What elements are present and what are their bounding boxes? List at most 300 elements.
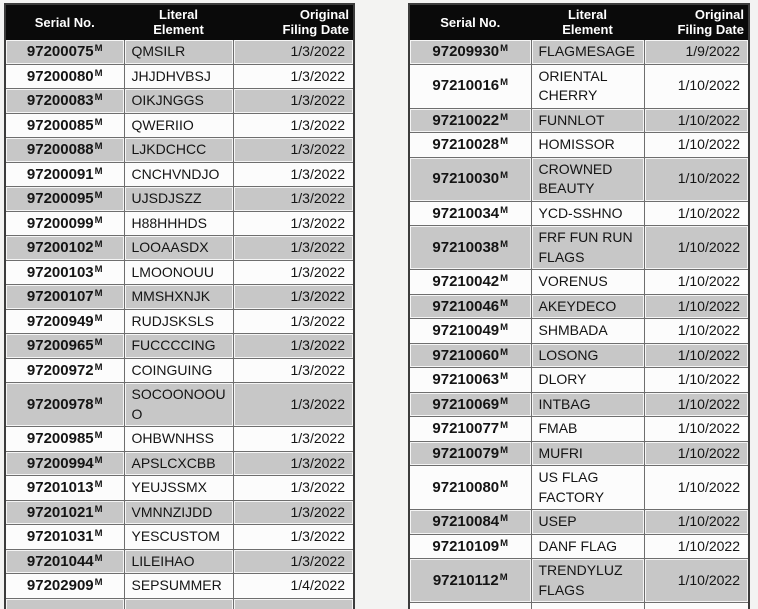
serial-cell: [409, 133, 531, 158]
literal-element-cell: [531, 417, 644, 442]
filing-date-cell: [233, 334, 354, 359]
serial-cell: [409, 392, 531, 417]
serial-superscript-m: M: [500, 43, 509, 54]
table-row: [409, 108, 749, 133]
filing-date-text: 1/3/2022: [290, 479, 345, 495]
literal-element-cell: [531, 133, 644, 158]
table-row: [409, 64, 749, 108]
table-row: [409, 392, 749, 417]
table-row: [5, 525, 354, 550]
literal-element-cell: [124, 358, 233, 383]
serial-number: 97210112: [432, 571, 499, 589]
literal-element-text: INTBAG: [538, 395, 591, 412]
table-row: [5, 383, 354, 427]
serial-number: 97209930: [432, 43, 500, 60]
serial-cell: [5, 260, 124, 285]
serial-number: 97210080: [432, 478, 500, 496]
literal-element-cell: [124, 598, 233, 609]
literal-element-text: COINGUING: [131, 361, 213, 378]
filing-date-cell: [233, 309, 354, 334]
filing-date-text: 1/3/2022: [290, 337, 345, 353]
literal-element-cell: [531, 392, 644, 417]
table-row: [5, 113, 354, 138]
serial-cell: [5, 89, 124, 114]
literal-element-text: OHBWNHSS: [131, 430, 214, 446]
serial-cell: [409, 343, 531, 368]
serial-cell: [409, 64, 531, 108]
literal-element-text: USEP: [538, 513, 577, 529]
filing-date-text: 1/3/2022: [290, 214, 345, 231]
filing-date-text: 1/3/2022: [290, 552, 345, 569]
filing-date-cell: [233, 451, 354, 476]
serial-superscript-m: M: [500, 238, 509, 250]
serial-superscript-m: M: [500, 297, 509, 309]
table-row: [5, 549, 354, 574]
table-row: [5, 427, 354, 452]
filing-date-text: 1/10/2022: [677, 322, 740, 338]
table-row: [409, 133, 749, 158]
literal-element-cell: [124, 427, 233, 452]
filing-date-text: 1/10/2022: [677, 170, 740, 187]
literal-element-cell: [124, 260, 233, 285]
table-row: [5, 89, 354, 114]
literal-element-text: US FLAG FACTORY: [538, 469, 605, 505]
filing-date-text: 1/3/2022: [290, 263, 345, 280]
serial-cell: [5, 138, 124, 163]
serial-number: 97210016: [432, 77, 500, 95]
serial-number: 97210046: [432, 297, 500, 315]
serial-number: 97200083: [26, 92, 94, 109]
serial-cell: [409, 417, 531, 442]
filing-date-text: 1/3/2022: [290, 190, 345, 206]
serial-superscript-m: M: [94, 577, 103, 588]
literal-element-cell: [124, 574, 233, 599]
table-header-right: [409, 4, 749, 40]
literal-element-cell: [531, 466, 644, 510]
literal-element-text: YEUJSSMX: [131, 479, 207, 495]
serial-cell: [5, 285, 124, 310]
filing-date-text: 1/3/2022: [290, 92, 345, 108]
table-row: [5, 64, 354, 89]
table-row: [5, 40, 354, 65]
serial-superscript-m: M: [94, 479, 103, 490]
literal-element-cell: [531, 226, 644, 270]
filing-date-cell: [233, 427, 354, 452]
header-row: [5, 4, 354, 40]
literal-element-cell: [124, 211, 233, 236]
table-row: [5, 334, 354, 359]
literal-element-cell: [124, 549, 233, 574]
literal-element-cell: [124, 138, 233, 163]
serial-number: 97200099: [26, 214, 94, 232]
column-header-literal-element: [531, 4, 644, 40]
filing-date-text: 1/10/2022: [677, 395, 740, 412]
literal-element-text: CNCHVNDJO: [131, 165, 220, 182]
filing-date-text: 1/10/2022: [677, 537, 740, 554]
serial-superscript-m: M: [94, 239, 103, 250]
serial-number: 97200085: [26, 116, 94, 134]
literal-element-text: QMSILR: [131, 43, 186, 59]
serial-superscript-m: M: [94, 43, 103, 54]
table-row: [409, 226, 749, 270]
literal-element-text: OIKJNGGS: [131, 92, 204, 108]
literal-element-cell: [531, 270, 644, 295]
literal-element-text: HOMISSOR: [538, 136, 615, 152]
serial-superscript-m: M: [500, 513, 509, 524]
filing-date-text: 1/3/2022: [290, 361, 345, 378]
serial-cell: [409, 368, 531, 393]
filing-date-cell: [644, 40, 749, 65]
serial-number: 97200103: [26, 263, 94, 281]
filing-date-cell: [233, 549, 354, 574]
table-body-right: [409, 40, 749, 609]
serial-number: 97210049: [432, 322, 500, 339]
literal-element-cell: [531, 368, 644, 393]
serial-number: 97210069: [432, 395, 500, 413]
serial-cell: [5, 427, 124, 452]
serial-cell: [5, 500, 124, 525]
serial-number: 97210042: [432, 273, 500, 290]
literal-element-text: YESCUSTOM: [131, 528, 220, 544]
filing-date-cell: [233, 113, 354, 138]
serial-superscript-m: M: [500, 322, 509, 333]
serial-cell: [5, 476, 124, 501]
serial-cell: [409, 534, 531, 559]
serial-superscript-m: M: [499, 571, 508, 583]
column-header-literal-element: [124, 4, 233, 40]
filing-date-text: 1/3/2022: [290, 454, 345, 471]
serial-number: 97210028: [432, 136, 500, 153]
filing-date-cell: [644, 441, 749, 466]
column-header-serial-no: [409, 4, 531, 40]
filing-date-text: 1/3/2022: [290, 141, 345, 157]
literal-element-cell: [124, 500, 233, 525]
literal-element-text: SHMBADA: [538, 322, 608, 338]
filing-date-cell: [233, 40, 354, 65]
literal-element-cell: [124, 162, 233, 187]
serial-cell: [5, 113, 124, 138]
table-row: [409, 441, 749, 466]
serial-number: 97200985: [26, 430, 94, 447]
literal-element-cell: [124, 113, 233, 138]
filing-date-text: 1/3/2022: [290, 43, 345, 59]
serial-superscript-m: M: [500, 77, 509, 89]
literal-element-cell: [124, 285, 233, 310]
table-row: [409, 294, 749, 319]
filing-date-cell: [644, 510, 749, 535]
serial-number: 97200949: [26, 312, 94, 330]
filing-date-cell: [233, 358, 354, 383]
literal-element-text: SOCOONOOU O: [131, 386, 226, 422]
literal-element-cell: [531, 559, 644, 603]
literal-element-text: FUCCCCING: [131, 337, 216, 353]
table-row: [5, 309, 354, 334]
literal-element-cell: [531, 40, 644, 65]
literal-element-cell: [124, 309, 233, 334]
serial-number: 97210077: [432, 420, 500, 437]
filing-date-text: 1/10/2022: [677, 111, 740, 128]
serial-number: 97210034: [432, 204, 500, 222]
filing-date-cell: [233, 138, 354, 163]
column-header-original-filing-date: [644, 4, 749, 40]
serial-superscript-m: M: [500, 136, 509, 147]
literal-element-text: LOOAASDX: [131, 239, 209, 255]
filing-date-cell: [644, 133, 749, 158]
serial-superscript-m: M: [94, 92, 103, 103]
serial-superscript-m: M: [94, 312, 103, 324]
serial-number: 97210109: [432, 537, 500, 555]
filing-date-cell: [644, 466, 749, 510]
table-row: [5, 500, 354, 525]
column-header-original-filing-date: [233, 4, 354, 40]
serial-number: 97200102: [26, 239, 94, 256]
serial-number: 97200088: [26, 141, 94, 158]
literal-element-text: QWERIIO: [131, 116, 194, 133]
serial-cell: [5, 549, 124, 574]
serial-number: 97200075: [26, 43, 94, 60]
filing-date-cell: [233, 64, 354, 89]
serial-cell: [5, 574, 124, 599]
literal-element-cell: [531, 64, 644, 108]
serial-cell: [5, 309, 124, 334]
literal-element-text: LOSONG: [538, 346, 599, 363]
table-header-left: [5, 4, 354, 40]
header-serial-label: Serial No.: [440, 14, 501, 30]
serial-cell: [409, 294, 531, 319]
filing-date-cell: [644, 201, 749, 226]
serial-cell: [409, 40, 531, 65]
serial-superscript-m: M: [94, 141, 103, 152]
filing-date-text: 1/3/2022: [290, 116, 345, 133]
filing-date-text: 1/10/2022: [677, 273, 740, 289]
literal-element-cell: [124, 334, 233, 359]
serial-cell: [409, 510, 531, 535]
filing-date-text: 1/10/2022: [677, 371, 740, 387]
filing-date-text: 1/10/2022: [677, 297, 740, 314]
table-row: [5, 285, 354, 310]
filing-date-text: 1/4/2022: [290, 577, 345, 593]
table-body-left: [5, 40, 354, 609]
literal-element-cell: [531, 201, 644, 226]
serial-cell: [409, 559, 531, 603]
filing-date-text: 1/3/2022: [290, 503, 345, 520]
header-date-line1: Original: [299, 7, 349, 22]
serial-cell: [5, 525, 124, 550]
serial-number: 97200107: [26, 288, 94, 305]
filing-date-cell: [233, 260, 354, 285]
serial-superscript-m: M: [500, 537, 509, 549]
literal-element-text: DLORY: [538, 371, 587, 387]
column-header-serial-no: [5, 4, 124, 40]
serial-superscript-m: M: [500, 371, 509, 382]
serial-number: 97200965: [26, 337, 94, 354]
filing-date-cell: [644, 108, 749, 133]
literal-element-text: MMSHXNJK: [131, 288, 211, 304]
serial-number: 97202909: [26, 577, 94, 594]
serial-superscript-m: M: [94, 263, 103, 275]
serial-number: 97210063: [432, 371, 500, 388]
filing-date-text: 1/10/2022: [677, 420, 740, 436]
filing-date-text: 1/3/2022: [290, 312, 345, 329]
filing-date-cell: [233, 211, 354, 236]
table-row: [409, 417, 749, 442]
serial-superscript-m: M: [94, 503, 103, 515]
serial-superscript-m: M: [500, 395, 509, 407]
serial-number: 97200091: [26, 165, 94, 183]
serial-number: 97201021: [26, 503, 94, 521]
filing-date-cell: [644, 392, 749, 417]
literal-element-text: TRENDYLUZ FLAGS: [538, 562, 623, 598]
literal-element-cell: [531, 108, 644, 133]
header-row: [409, 4, 749, 40]
table-row: [409, 510, 749, 535]
literal-element-text: YCD-SSHNO: [538, 204, 623, 221]
serial-superscript-m: M: [500, 444, 509, 456]
literal-element-cell: [531, 294, 644, 319]
serial-cell: [409, 157, 531, 201]
literal-element-cell: [531, 157, 644, 201]
serial-superscript-m: M: [94, 165, 103, 177]
filing-date-text: 1/3/2022: [290, 288, 345, 304]
literal-element-cell: [531, 510, 644, 535]
literal-element-cell: [124, 476, 233, 501]
table-row: [5, 162, 354, 187]
literal-element-cell: [124, 451, 233, 476]
filing-date-cell: [233, 598, 354, 609]
serial-superscript-m: M: [500, 346, 509, 358]
table-row: [5, 187, 354, 212]
filing-date-cell: [644, 603, 749, 609]
serial-number: 97210022: [432, 111, 500, 129]
serial-number: 97210060: [432, 346, 500, 364]
filing-date-cell: [644, 270, 749, 295]
table-row: [409, 466, 749, 510]
serial-superscript-m: M: [94, 288, 103, 299]
filing-date-cell: [233, 525, 354, 550]
serial-number: 97200994: [26, 454, 94, 472]
table-row: [5, 358, 354, 383]
literal-element-text: VMNNZIJDD: [131, 503, 213, 520]
serial-superscript-m: M: [94, 190, 103, 201]
table-row: [5, 138, 354, 163]
serial-superscript-m: M: [94, 528, 103, 539]
serial-cell: [5, 40, 124, 65]
filing-date-text: 1/3/2022: [290, 528, 345, 544]
serial-number: 97200095: [26, 190, 94, 207]
header-literal-line1: Literal: [567, 7, 607, 22]
literal-element-cell: [124, 64, 233, 89]
literal-element-text: FLAGMESAGE: [538, 43, 635, 59]
literal-element-cell: [531, 319, 644, 344]
table-row: [409, 559, 749, 603]
filing-date-text: 1/9/2022: [685, 43, 740, 59]
literal-element-cell: [124, 236, 233, 261]
filing-date-text: 1/10/2022: [677, 444, 740, 461]
serial-superscript-m: M: [94, 67, 103, 79]
serial-number: 97200972: [26, 361, 94, 379]
serial-cell: [409, 603, 531, 609]
serial-number: 97200080: [26, 67, 94, 85]
filing-date-text: 1/3/2022: [290, 67, 345, 84]
literal-element-text: LMOONOUU: [131, 263, 214, 280]
serial-number: 97210030: [432, 170, 500, 188]
serial-cell: [5, 451, 124, 476]
literal-element-cell: [124, 525, 233, 550]
serial-cell: [409, 226, 531, 270]
literal-element-text: APSLCXCBB: [131, 454, 216, 471]
literal-element-text: SEPSUMMER: [131, 577, 222, 593]
serial-superscript-m: M: [500, 273, 509, 284]
literal-element-text: FRF FUN RUN FLAGS: [538, 229, 633, 265]
serial-superscript-m: M: [94, 116, 103, 128]
serial-cell: [5, 598, 124, 609]
serial-cell: [409, 108, 531, 133]
serial-number: 97210084: [432, 513, 500, 530]
serial-cell: [5, 358, 124, 383]
table-row: [409, 534, 749, 559]
literal-element-text: ORIENTAL CHERRY: [538, 67, 607, 103]
filing-date-text: 1/10/2022: [677, 204, 740, 221]
serial-superscript-m: M: [500, 111, 509, 123]
filing-date-text: 1/3/2022: [290, 239, 345, 255]
serial-cell: [5, 162, 124, 187]
filing-date-cell: [644, 534, 749, 559]
filing-date-cell: [644, 157, 749, 201]
trademark-table-right: [408, 3, 750, 609]
serial-superscript-m: M: [94, 395, 103, 407]
serial-cell: [409, 441, 531, 466]
serial-cell: [409, 466, 531, 510]
serial-cell: [5, 211, 124, 236]
serial-cell: [409, 270, 531, 295]
filing-date-text: 1/3/2022: [290, 395, 345, 412]
serial-superscript-m: M: [94, 454, 103, 466]
literal-element-cell: [531, 603, 644, 609]
literal-element-cell: [124, 187, 233, 212]
filing-date-cell: [644, 417, 749, 442]
literal-element-text: LJKDCHCC: [131, 141, 207, 157]
filing-date-text: 1/10/2022: [677, 346, 740, 363]
table-row: [5, 260, 354, 285]
filing-date-cell: [233, 187, 354, 212]
serial-cell: [5, 64, 124, 89]
serial-cell: [409, 201, 531, 226]
header-literal-line2: Element: [153, 22, 204, 37]
header-date-line2: Filing Date: [677, 22, 744, 37]
literal-element-text: LILEIHAO: [131, 552, 195, 569]
header-date-line1: Original: [694, 7, 744, 22]
serial-number: 97201013: [26, 479, 94, 496]
literal-element-text: VORENUS: [538, 273, 608, 289]
literal-element-text: CROWNED BEAUTY: [538, 160, 613, 196]
literal-element-text: JHJDHVBSJ: [131, 67, 211, 84]
table-row: [409, 319, 749, 344]
filing-date-cell: [644, 559, 749, 603]
table-row: [409, 270, 749, 295]
serial-cell: [5, 334, 124, 359]
serial-cell: [5, 236, 124, 261]
serial-cell: [409, 319, 531, 344]
filing-date-text: 1/10/2022: [677, 478, 740, 495]
filing-date-text: 1/10/2022: [677, 136, 740, 152]
literal-element-text: AKEYDECO: [538, 297, 617, 314]
filing-date-text: 1/10/2022: [677, 238, 740, 255]
serial-number: 97210079: [432, 444, 500, 462]
filing-date-cell: [233, 89, 354, 114]
table-row: [5, 211, 354, 236]
literal-element-cell: [124, 89, 233, 114]
literal-element-cell: [531, 343, 644, 368]
